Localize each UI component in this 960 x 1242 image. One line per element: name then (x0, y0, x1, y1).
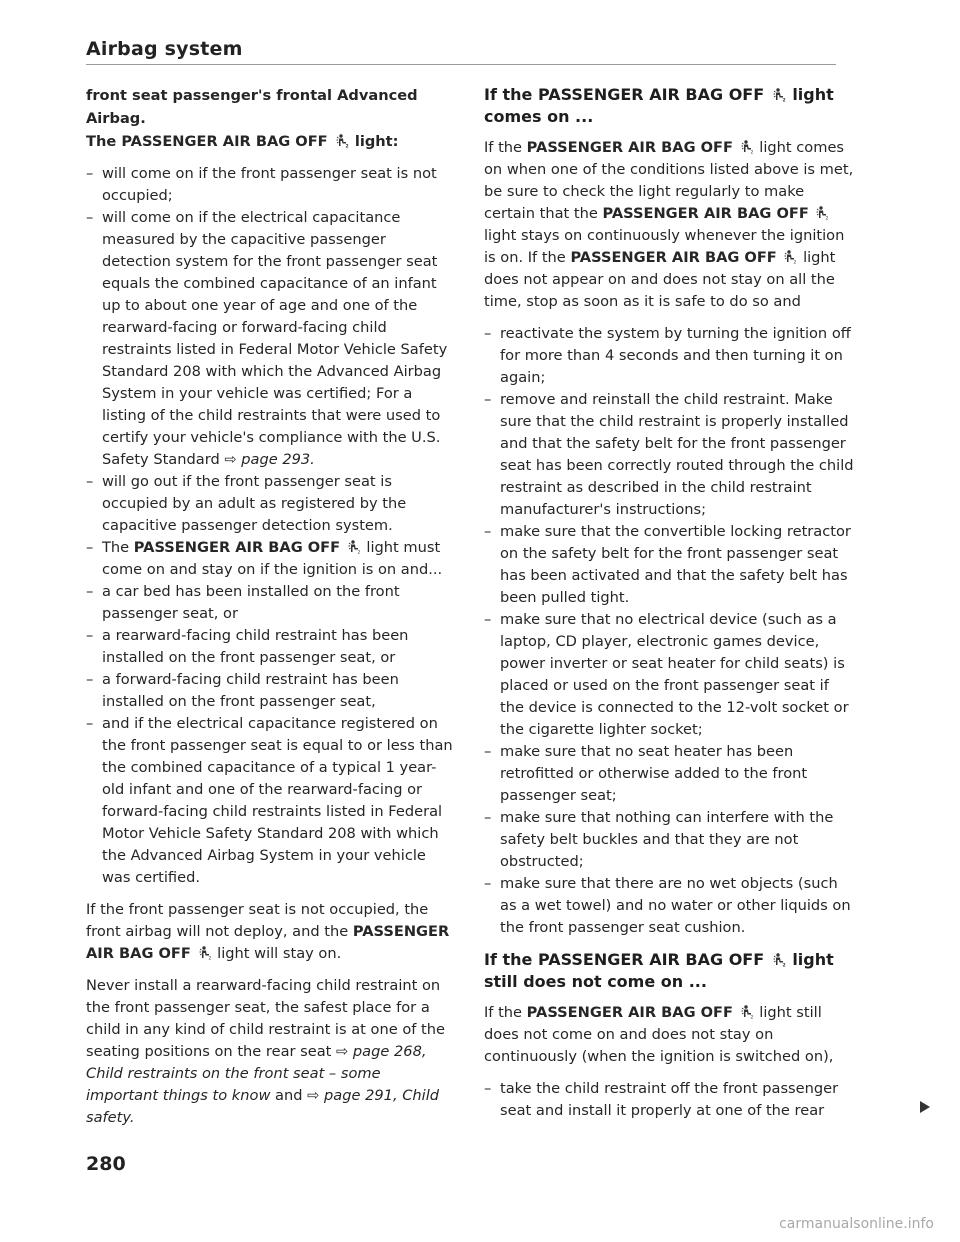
list-item: – make sure that there are no wet objects (such as a wet towel) and no water or other liquids on the front passenger seat cushion. (484, 873, 854, 939)
header-divider (86, 64, 836, 65)
bullet-list (86, 163, 456, 889)
bullet-list (484, 1078, 854, 1122)
paragraph: Never install a rearward-facing child restraint on the front passenger seat, the safest place for a child in any kind of child restraint is at one of the seating positions on the rear seat ⇨ page 268, Child restraints on the front seat – some important things to know and ⇨ page 291, Child safety. (86, 977, 445, 1126)
list-item: – will come on if the electrical capacitance measured by the capacitive passenger detection system for the front passenger seat equals the combined capacitance of an infant up to about one year of age and one of the rearward-facing or forward-facing child restraints listed in Federal Motor Vehicle Safety Standard 208 with which the Advanced Airbag System in your vehicle was certified; For a listing of the child restraints that were used to certify your vehicle's compliance with the U.S. Safety Standard ⇨ page 293. (86, 207, 456, 471)
xref-arrow-icon: ⇨ (336, 1043, 349, 1060)
intro-line-1: front seat passenger's frontal Advanced Airbag. (86, 87, 418, 127)
continue-arrow-icon (920, 1101, 930, 1113)
passenger-airbag-off-icon (771, 88, 786, 102)
passenger-airbag-off-icon (346, 540, 361, 554)
xref-link[interactable]: ⇨ page 291, Child safety. (86, 1087, 440, 1126)
list-item: – and if the electrical capacitance registered on the front passenger seat is equal to or less than the combined capacitance of a typical 1 year-old infant and one of the rearward-facing or forward-facing child restraints listed in Federal Motor Vehicle Safety Standard 208 with which the Advanced Airbag System in your vehicle was certified. (86, 713, 456, 889)
list-item: – make sure that the convertible locking retractor on the safety belt for the front passenger seat has been activated and that the safety belt has been pulled tight. (484, 521, 854, 609)
list-item: – a car bed has been installed on the front passenger seat, or (86, 581, 456, 625)
section-heading: If the PASSENGER AIR BAG OFF light still does not come on ... (484, 950, 834, 991)
list-item: – remove and reinstall the child restraint. Make sure that the child restraint is properly installed and that the safety belt for the front passenger seat has been correctly routed through the child restraint as described in the child restraint manufacturer's instructions; (484, 389, 854, 521)
left-column (86, 84, 456, 1139)
xref-link[interactable]: ⇨ page 293. (224, 451, 315, 468)
xref-arrow-icon: ⇨ (224, 451, 237, 468)
passenger-airbag-off-icon (739, 140, 754, 154)
list-item: – a rearward-facing child restraint has been installed on the front passenger seat, or (86, 625, 456, 669)
list-item: – make sure that no seat heater has been retrofitted or otherwise added to the front passenger seat; (484, 741, 854, 807)
list-item: – make sure that no electrical device (such as a laptop, CD player, electronic games device, power inverter or seat heater for child seats) is placed or used on the front passenger seat if the device is connected to the 12-volt socket or the cigarette lighter socket; (484, 609, 854, 741)
list-item: – make sure that nothing can interfere with the safety belt buckles and that they are not obstructed; (484, 807, 854, 873)
list-item: – reactivate the system by turning the ignition off for more than 4 seconds and then turning it on again; (484, 323, 854, 389)
paragraph: If the front passenger seat is not occupied, the front airbag will not deploy, and the PASSENGER AIR BAG OFF light will stay on. (86, 901, 450, 962)
right-column (484, 84, 854, 1132)
intro-line-2: The PASSENGER AIR BAG OFF (86, 133, 328, 150)
page-number: 280 (86, 1153, 126, 1175)
passenger-airbag-off-icon (814, 206, 829, 220)
list-item: – The PASSENGER AIR BAG OFF light must come on and stay on if the ignition is on and... (86, 537, 456, 581)
xref-link[interactable]: ⇨ page 268, Child restraints on the front seat – some important things to know (86, 1043, 427, 1104)
paragraph: If the PASSENGER AIR BAG OFF light comes on when one of the conditions listed above is met, be sure to check the light regularly to make certain that the PASSENGER AIR BAG OFF light stays on continuously whenever the ignition is on. If the PASSENGER AIR BAG OFF light does not appear on and does not stay on all the time, stop as soon as it is safe to do so and (484, 139, 854, 310)
section-title: Airbag system (86, 38, 243, 60)
page-header (86, 38, 836, 60)
list-item: – a forward-facing child restraint has been installed on the front passenger seat, (86, 669, 456, 713)
passenger-airbag-off-icon (739, 1005, 754, 1019)
section-heading: If the PASSENGER AIR BAG OFF light comes on ... (484, 85, 834, 126)
passenger-airbag-off-icon (782, 250, 797, 264)
list-item: – will come on if the front passenger seat is not occupied; (86, 163, 456, 207)
list-item: – will go out if the front passenger seat is occupied by an adult as registered by the capacitive passenger detection system. (86, 471, 456, 537)
paragraph: If the PASSENGER AIR BAG OFF light still does not come on and does not stay on continuously (when the ignition is switched on), (484, 1004, 834, 1065)
passenger-airbag-off-icon (197, 946, 212, 960)
list-item: – take the child restraint off the front passenger seat and install it properly at one of the rear (484, 1078, 854, 1122)
passenger-airbag-off-icon (771, 953, 786, 967)
bullet-list (484, 323, 854, 939)
passenger-airbag-off-icon (334, 134, 349, 148)
intro-line-3: light: (354, 133, 399, 150)
xref-arrow-icon: ⇨ (307, 1087, 320, 1104)
watermark: carmanualsonline.info (779, 1216, 934, 1232)
intro-heading (86, 84, 456, 153)
